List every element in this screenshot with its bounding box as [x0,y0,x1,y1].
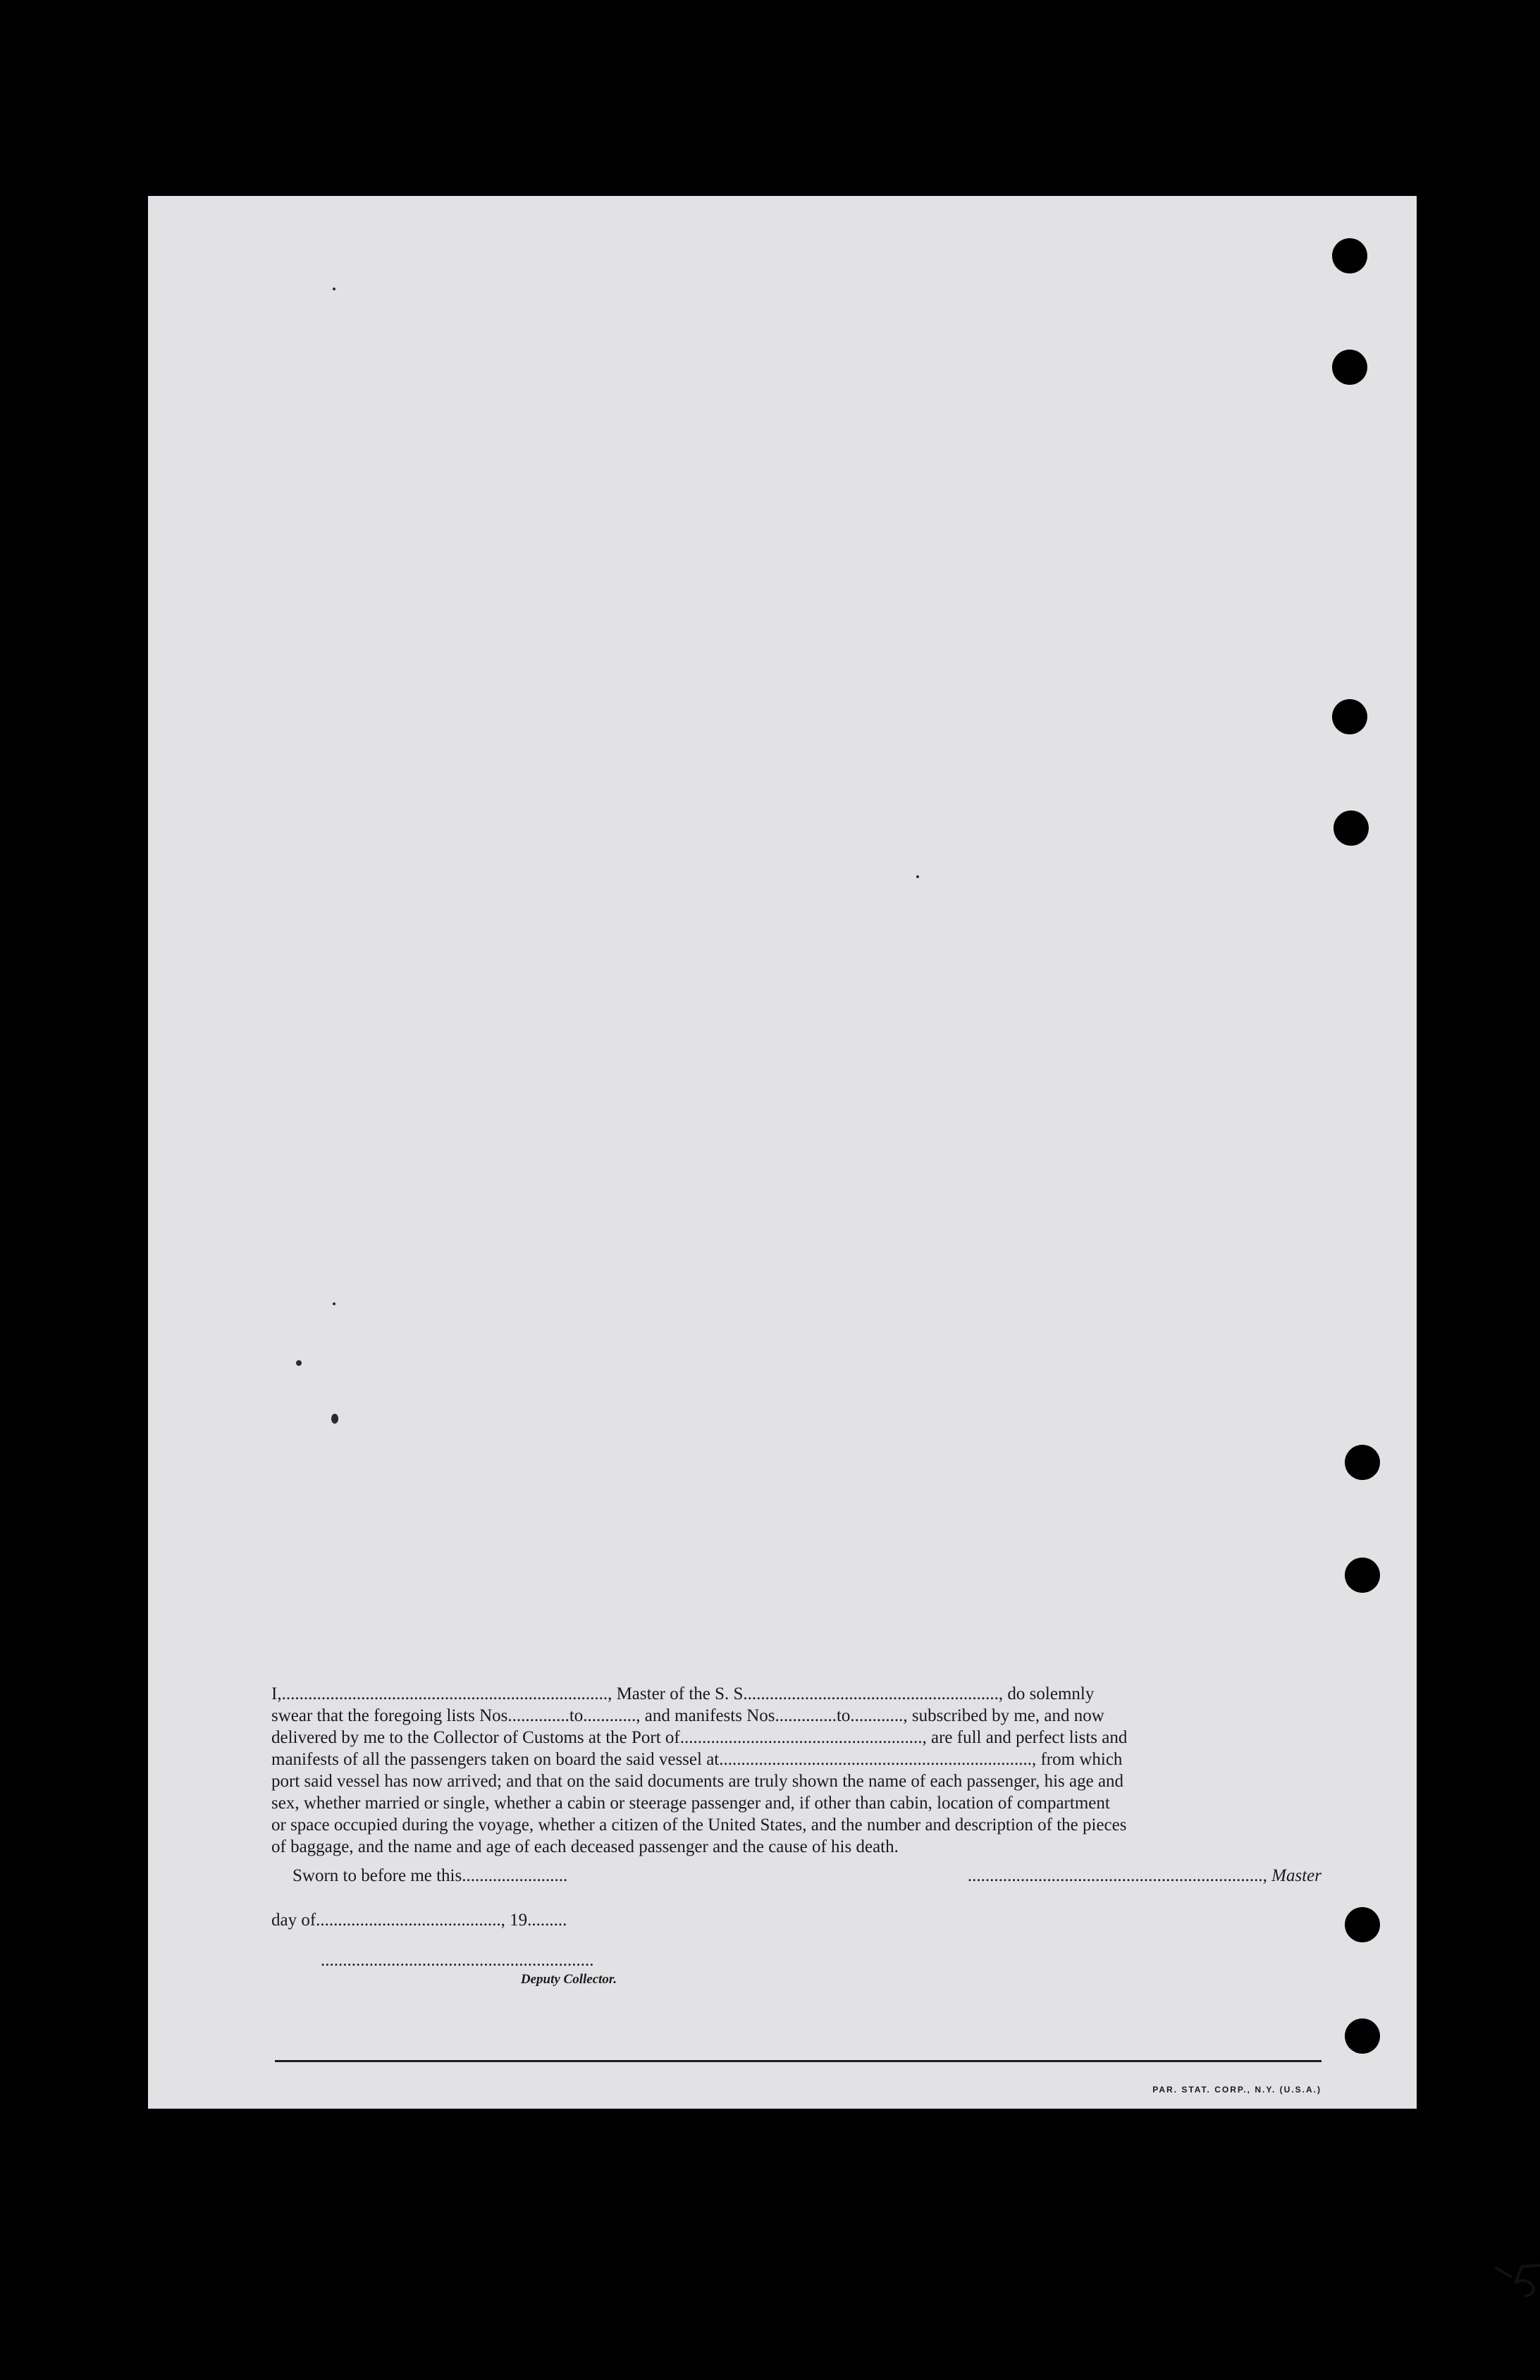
oath-line: manifests of all the passengers taken on board the said vessel at......................................................................., from which [271,1750,1123,1769]
paper-speck [331,1414,338,1424]
handwritten-page-number [1491,2261,1540,2300]
master-label: Master [1271,1866,1322,1885]
document-page [148,196,1417,2109]
deputy-collector-label: Deputy Collector. [520,1972,617,1987]
punch-hole [1345,1445,1380,1480]
punch-hole [1332,238,1367,273]
punch-hole [1345,1907,1380,1942]
punch-hole [1333,810,1369,846]
oath-line: of baggage, and the name and age of each deceased passenger and the cause of his death. [271,1837,899,1856]
punch-hole [1332,350,1367,385]
master-signature-dots: ..................................................................., [967,1866,1267,1885]
day-of-line: day of.........................................., 19......... [271,1911,567,1930]
oath-line: I,.........................................................................., Master of the S. S.........................................................., do solemnly [271,1684,1095,1703]
oath-line: sex, whether married or single, whether a cabin or steerage passenger and, if other than cabin, location of compartment [271,1794,1110,1813]
paper-speck [333,1302,335,1305]
punch-hole [1345,2018,1380,2054]
oath-line: delivered by me to the Collector of Customs at the Port of......................................................., are full and perfect lists and [271,1728,1128,1747]
master-signature-line [890,1866,1322,1886]
deputy-signature-dots: .............................................................. [321,1951,594,1970]
paper-speck [333,288,335,290]
punch-hole [1332,699,1367,734]
oath-line: port said vessel has now arrived; and that on the said documents are truly shown the name of each passenger, his age and [271,1772,1124,1791]
paper-speck [296,1360,302,1366]
paper-speck [916,875,919,878]
oath-line: or space occupied during the voyage, whether a citizen of the United States, and the number and description of the pieces [271,1815,1127,1835]
printer-imprint: PAR. STAT. CORP., N.Y. (U.S.A.) [1152,2085,1322,2095]
horizontal-rule [275,2060,1322,2062]
sworn-before-line: Sworn to before me this........................ [292,1866,568,1885]
master-oath-text [271,1683,1322,1858]
oath-line: swear that the foregoing lists Nos..............to............, and manifests Nos..............to............, subscribed by me, and now [271,1706,1104,1725]
punch-hole [1345,1558,1380,1593]
